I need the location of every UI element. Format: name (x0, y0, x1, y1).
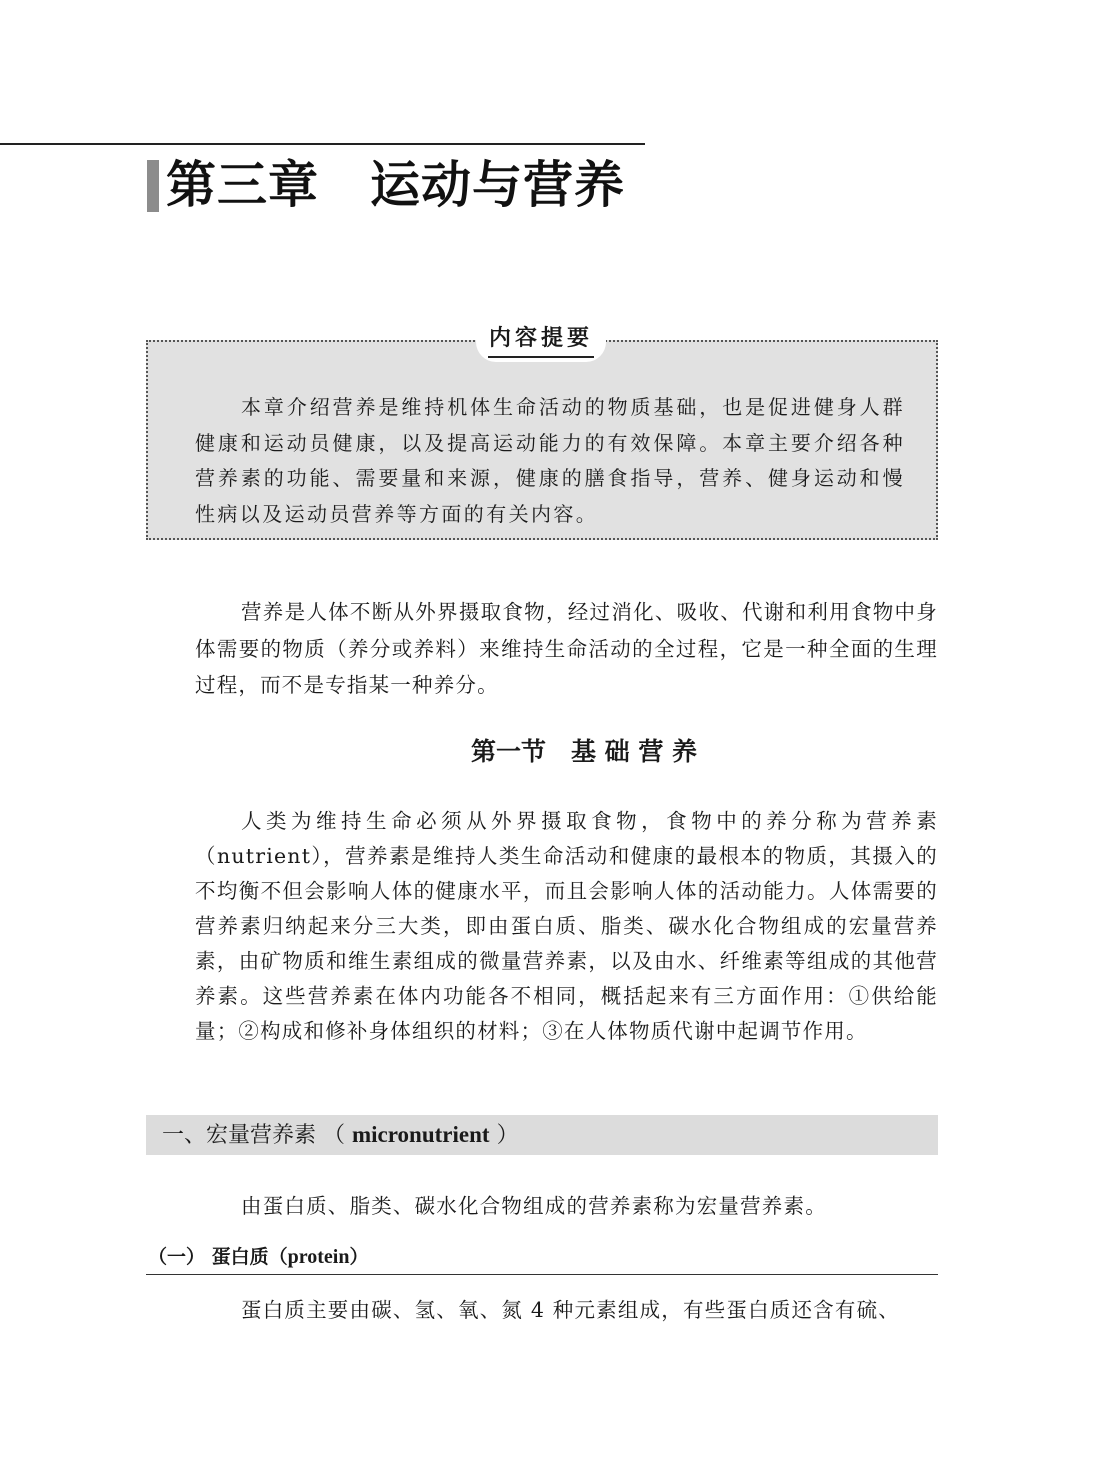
section-title: 第一节 基 础 营 养 (470, 737, 698, 766)
protein-heading-en: protein (287, 1246, 350, 1268)
macro-heading (162, 1115, 519, 1155)
summary-label-underline (488, 356, 594, 358)
macro-heading-cn: 一、宏量营养素 （ (162, 1123, 345, 1148)
chapter-title: 第三章 运动与营养 (166, 155, 625, 214)
summary-label: 内容提要 (488, 326, 593, 351)
intro-paragraph: 营养是人体不断从外界摄取食物，经过消化、吸收、代谢和利用食物中身体需要的物质（养分或养料）来维持生命活动的全过程，它是一种全面的生理过程，而不是专指某一种养分。 (195, 600, 938, 697)
macro-heading-close: ） (496, 1123, 519, 1148)
protein-paragraph: 蛋白质主要由碳、氢、氧、氮 4 种元素组成，有些蛋白质还含有硫、 (241, 1298, 900, 1322)
macro-paragraph: 由蛋白质、脂类、碳水化合物组成的营养素称为宏量营养素。 (241, 1194, 827, 1218)
summary-text: 本章介绍营养是维持机体生命活动的物质基础，也是促进健身人群健康和运动员健康，以及提高运动能力的有效保障。本章主要介绍各种营养素的功能、需要量和来源，健康的膳食指导，营养、健身运动和慢性病以及运动员营养等方面的有关内容。 (195, 395, 905, 526)
protein-heading-rule (146, 1274, 938, 1275)
protein-heading (148, 1240, 369, 1274)
summary-label-tab (476, 322, 606, 362)
chapter-marker-bar (147, 160, 159, 212)
section-paragraph: 人类为维持生命必须从外界摄取食物，食物中的养分称为营养素（nutrient），营养素是维持人类生命活动和健康的最根本的物质，其摄入的不均衡不但会影响人体的健康水平，而且会影响人体的活动能力。人体需要的营养素归纳起来分三大类，即由蛋白质、脂类、碳水化合物组成的宏量营养素，由矿物质和维生素组成的微量营养素，以及由水、纤维素等组成的其他营养素。这些营养素在体内功能各不相同，概括起来有三方面作用：①供给能量；②构成和修补身体组织的材料；③在人体物质代谢中起调节作用。 (195, 809, 938, 1043)
protein-heading-close: ） (349, 1246, 369, 1268)
protein-heading-cn: （一） 蛋白质（ (148, 1246, 288, 1268)
macro-heading-en: micronutrient (352, 1122, 490, 1147)
header-rule (0, 143, 645, 145)
